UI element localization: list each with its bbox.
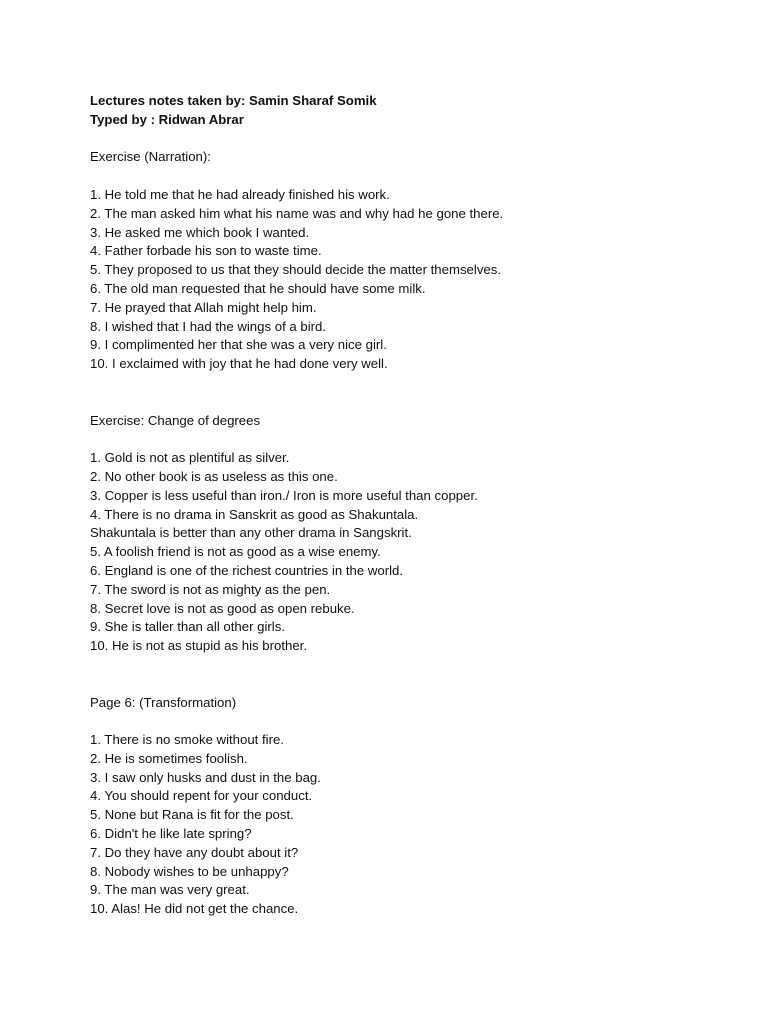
spacer <box>90 167 768 186</box>
list-item: 9. The man was very great. <box>90 882 250 898</box>
list-item: 3. Copper is less useful than iron./ Iron is more useful than copper. <box>90 487 478 503</box>
list-item: 10. Alas! He did not get the chance. <box>90 901 299 917</box>
list-item: 2. No other book is as useless as this one. <box>90 468 338 484</box>
narration-list <box>90 186 768 374</box>
list-item: 6. England is one of the richest countries in the world. <box>90 562 404 578</box>
list-item: Shakuntala is better than any other drama in Sangskrit. <box>90 525 412 541</box>
list-item: 7. The sword is not as mighty as the pen. <box>90 581 331 597</box>
list-item: 10. I exclaimed with joy that he had done very well. <box>90 356 388 372</box>
list-item: 1. Gold is not as plentiful as silver. <box>90 450 290 466</box>
degrees-title: Exercise: Change of degrees <box>90 412 261 428</box>
list-item: 2. The man asked him what his name was and why had he gone there. <box>90 205 504 221</box>
list-item: 6. The old man requested that he should have some milk. <box>90 280 426 296</box>
list-item: 4. Father forbade his son to waste time. <box>90 243 322 259</box>
list-item: 4. There is no drama in Sanskrit as good as Shakuntala. <box>90 506 419 522</box>
spacer <box>90 656 768 694</box>
list-item: 9. She is taller than all other girls. <box>90 619 285 635</box>
list-item: 8. I wished that I had the wings of a bird. <box>90 318 327 334</box>
list-item: 1. There is no smoke without fire. <box>90 732 284 748</box>
list-item: 5. A foolish friend is not as good as a wise enemy. <box>90 544 381 560</box>
notes-by-heading: Lectures notes taken by: Samin Sharaf Somik <box>90 93 377 108</box>
list-item: 8. Nobody wishes to be unhappy? <box>90 863 289 879</box>
spacer <box>90 430 768 449</box>
list-item: 4. You should repent for your conduct. <box>90 788 313 804</box>
list-item: 3. I saw only husks and dust in the bag. <box>90 769 321 785</box>
degrees-list <box>90 449 768 656</box>
list-item: 8. Secret love is not as good as open rebuke. <box>90 600 355 616</box>
spacer <box>90 130 768 149</box>
typed-by-heading: Typed by : Ridwan Abrar <box>90 111 244 127</box>
list-item: 10. He is not as stupid as his brother. <box>90 638 307 654</box>
list-item: 3. He asked me which book I wanted. <box>90 224 310 240</box>
list-item: 7. Do they have any doubt about it? <box>90 844 299 860</box>
list-item: 2. He is sometimes foolish. <box>90 750 248 766</box>
list-item: 9. I complimented her that she was a very nice girl. <box>90 337 387 353</box>
transformation-list <box>90 731 768 919</box>
transformation-title: Page 6: (Transformation) <box>90 694 237 710</box>
list-item: 6. Didn't he like late spring? <box>90 826 252 842</box>
list-item: 1. He told me that he had already finished his work. <box>90 186 390 202</box>
list-item: 7. He prayed that Allah might help him. <box>90 299 317 315</box>
spacer <box>90 712 768 731</box>
narration-title: Exercise (Narration): <box>90 149 211 165</box>
list-item: 5. They proposed to us that they should decide the matter themselves. <box>90 262 502 278</box>
spacer <box>90 374 768 412</box>
list-item: 5. None but Rana is fit for the post. <box>90 807 294 823</box>
